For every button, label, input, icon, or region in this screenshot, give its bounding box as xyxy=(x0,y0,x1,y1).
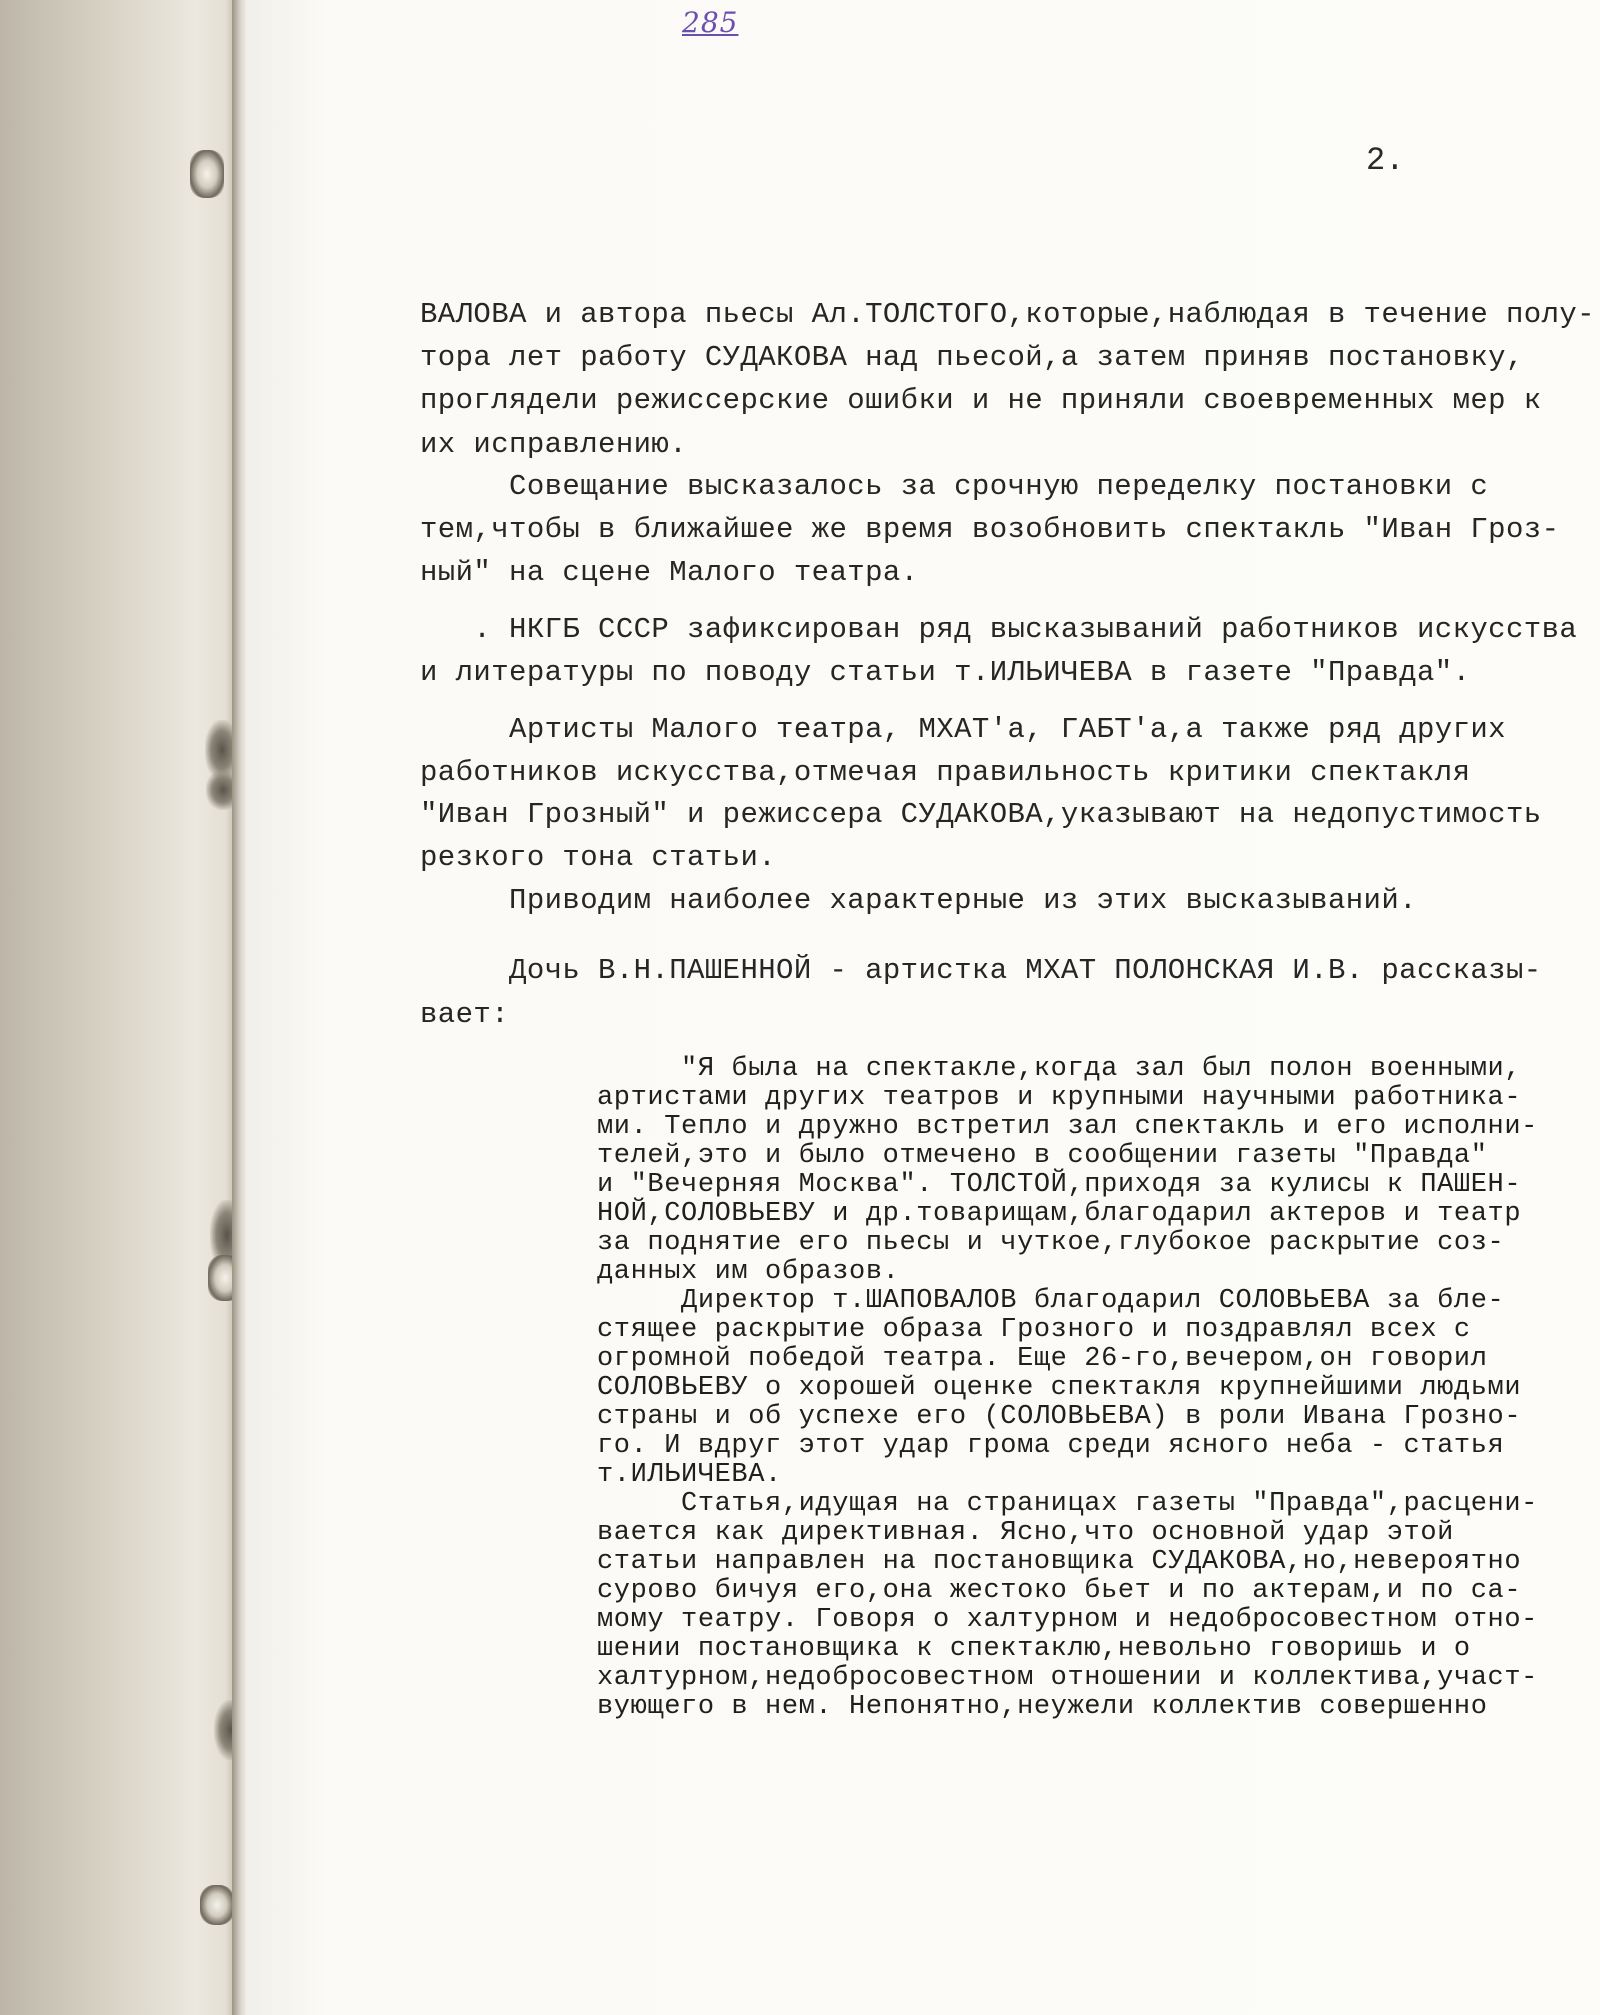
body-line: ВАЛОВА и автора пьесы Ал.ТОЛСТОГО,которые,наблюдая в течение полу- xyxy=(420,298,1595,331)
body-line: вает: xyxy=(420,998,510,1031)
quote-line: сурово бичуя его,она жестоко бьет и по актерам,и по са- xyxy=(597,1576,1522,1606)
quote-line: го. И вдруг этот удар грома среди ясного неба - статья xyxy=(597,1431,1505,1461)
quote-line: огромной победой театра. Еще 26-го,вечером,он говорил xyxy=(597,1344,1488,1374)
body-line: Дочь В.Н.ПАШЕННОЙ - артистка МХАТ ПОЛОНСКАЯ И.В. рассказы- xyxy=(420,954,1542,987)
quote-line: мому театру. Говоря о халтурном и недобросовестном отно- xyxy=(597,1605,1538,1635)
body-line: Приводим наиболее характерные из этих высказываний. xyxy=(420,884,1417,917)
spine-edge xyxy=(232,0,246,2015)
quote-line: статьи направлен на постановщика СУДАКОВА,но,невероятно xyxy=(597,1547,1522,1577)
quote-line: данных им образов. xyxy=(597,1257,900,1287)
body-line: и литературы по поводу статьи т.ИЛЬИЧЕВА в газете "Правда". xyxy=(420,656,1471,689)
quote-line: за поднятие его пьесы и чуткое,глубокое раскрытие соз- xyxy=(597,1228,1505,1258)
body-line: работников искусства,отмечая правильность критики спектакля xyxy=(420,756,1471,789)
quote-line: т.ИЛЬИЧЕВА. xyxy=(597,1460,782,1490)
quote-line: и "Вечерняя Москва". ТОЛСТОЙ,приходя за кулисы к ПАШЕН- xyxy=(597,1170,1522,1200)
book-spine xyxy=(0,0,245,2015)
quote-line: вается как директивная. Ясно,что основной удар этой xyxy=(597,1518,1454,1548)
body-line: . НКГБ СССР зафиксирован ряд высказываний работников искусства xyxy=(420,613,1578,646)
quote-line: стящее раскрытие образа Грозного и поздравлял всех с xyxy=(597,1315,1471,1345)
quote-line: НОЙ,СОЛОВЬЕВУ и др.товарищам,благодарил актеров и театр xyxy=(597,1199,1522,1229)
quote-line: Директор т.ШАПОВАЛОВ благодарил СОЛОВЬЕВА за бле- xyxy=(597,1286,1505,1316)
binding-hole-icon xyxy=(200,1885,234,1925)
quote-line: Статья,идущая на страницах газеты "Правда",расцени- xyxy=(597,1489,1538,1519)
body-line: их исправлению. xyxy=(420,428,688,461)
quote-line: СОЛОВЬЕВУ о хорошей оценке спектакля крупнейшими людьми xyxy=(597,1373,1522,1403)
quote-line: ми. Тепло и дружно встретил зал спектакль и его исполни- xyxy=(597,1112,1538,1142)
quote-line: шении постановщика к спектаклю,невольно говоришь и о xyxy=(597,1634,1471,1664)
body-line: Артисты Малого театра, МХАТ'а, ГАБТ'а,а также ряд других xyxy=(420,713,1506,746)
body-line: Совещание высказалось за срочную переделку постановки с xyxy=(420,470,1489,503)
quote-line: страны и об успехе его (СОЛОВЬЕВА) в роли Ивана Грозно- xyxy=(597,1402,1522,1432)
quote-line: вующего в нем. Непонятно,неужели коллектив совершенно xyxy=(597,1692,1488,1722)
page-number: 2. xyxy=(1366,142,1405,179)
body-line: тем,чтобы в ближайшее же время возобновить спектакль "Иван Гроз- xyxy=(420,513,1560,546)
archive-page-number: 285 xyxy=(682,6,739,39)
body-line: резкого тона статьи. xyxy=(420,841,777,874)
binding-hole-icon xyxy=(190,150,224,198)
body-line: ный" на сцене Малого театра. xyxy=(420,556,919,589)
quote-line: халтурном,недобросовестном отношении и коллектива,участ- xyxy=(597,1663,1538,1693)
body-line: "Иван Грозный" и режиссера СУДАКОВА,указывают на недопустимость xyxy=(420,798,1542,831)
body-line: проглядели режиссерские ошибки и не приняли своевременных мер к xyxy=(420,384,1542,417)
quote-line: "Я была на спектакле,когда зал был полон военными, xyxy=(597,1054,1522,1084)
quote-line: артистами других театров и крупными научными работника- xyxy=(597,1083,1522,1113)
quote-line: телей,это и было отмечено в сообщении газеты "Правда" xyxy=(597,1141,1488,1171)
body-line: тора лет работу СУДАКОВА над пьесой,а затем приняв постановку, xyxy=(420,341,1524,374)
